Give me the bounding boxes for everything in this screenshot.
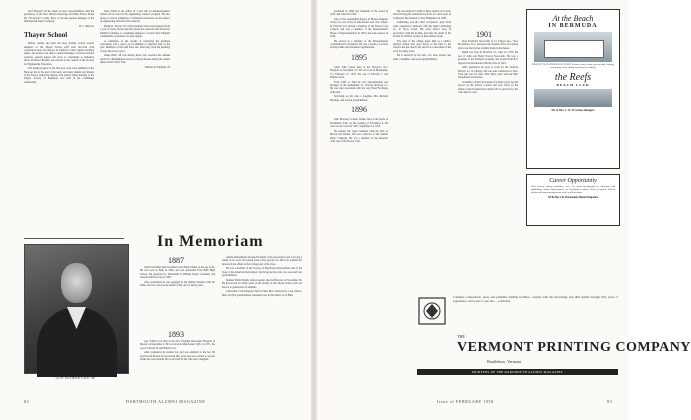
class-year: 1901 <box>476 30 492 39</box>
column-paragraph: John Porter Bell died November 14 in Bath, Maine, at the age of 92. He was born in Bath in 1865, and was graduated from Bath High School. He prepared for Dartmouth at Phillips Exeter Academy and entered with the class of 1887. <box>140 266 215 280</box>
column-paragraph: Adams immediately became President of the Association and was long a leader in its work. He retired from active practice in 1945 but retained his interest in the affairs of the College and of his class. <box>222 256 302 266</box>
in-memoriam-title: In Memoriam <box>157 233 264 250</box>
column-paragraph: Dean Tribus is the author of a new text on thermodynamics which will be used in the engineering sciences program. He also spoke at several gatherings of industrial executives on the subject of engineering education and research. <box>100 10 170 24</box>
company-city: Brattleboro, Vermont <box>487 359 521 364</box>
class-year: 1895 <box>351 52 367 62</box>
column-paragraph: John Dana's wife Margaret died in 1940. He is survived by a son, John S. Bell, and five grandchildren. Interment was in the family lot at Bath. <box>222 290 302 297</box>
section-title: Thayer School <box>24 31 68 40</box>
column-paragraph: Ross Frederick Newcomb of 15 Clinton Ave., New Providence, N.J., answered the Alumni office last spring and wrote that he has a family home in Rochester. <box>458 40 518 50</box>
right-column-2 <box>393 10 451 290</box>
column-paragraph: The design projects of the first-year class were exhibited at the Hanover Inn at the end of the term, and many alumni and friends of the School visited the display. The annual winter meeting of the Thayer Society of Engineers was held in the Cummings Auditorium. <box>24 67 94 84</box>
class-year: 1887 <box>168 256 184 265</box>
left-column-1 <box>24 10 94 236</box>
column-paragraph: Rolf Eliassen '34 has taken on new responsibilities with the presidency of the New Orleans Sewerage and Water Board. Frank Ely '30 moved to Lima, Peru, to become general manager of the International Paper Company. <box>24 10 94 24</box>
column-signature: H. C. Marston <box>79 24 94 28</box>
column-paragraph: Ralph was born in Norwich, Vt., June 12, 1879, the son of John and Betsy Norton Newcomb. He was a graduate of the Vermont Academy and received the B.S. degree from Dartmouth with the class of 1901. <box>458 51 518 65</box>
column-paragraph: He entered the paper business with the firm of Brown and Walker, and was a director of the Gilman Paper Company. He was a member of the Masonic order and of the Rotary Club. <box>330 129 388 143</box>
company-name: VERMONT PRINTING COMPANY <box>457 340 691 355</box>
column-paragraph: Allen John Crewe died at the Newport, R.I., Hospital on November 15. He was born in Montpelier, Vt., February 17, 1873, the son of Edward C. and Emma Crewe. <box>330 65 388 80</box>
ad-agent: Mr. & Mrs. C. W. W. Grinn, Managers <box>551 109 595 113</box>
printer-credit-bar: PRINTERS OF THE DARTMOUTH ALUMNI MAGAZINE <box>417 369 618 375</box>
divider <box>24 238 124 239</box>
ad-photo <box>534 89 612 107</box>
left-column-2 <box>100 10 170 236</box>
ad-title: At the Beach <box>552 14 594 23</box>
ad-illustration <box>534 32 612 62</box>
column-paragraph: From 1895 to 1920 he was superintendent and manager of the Springfield, Vt., Electric Railway Co. He was later associated with the Gay Bond Exchange in Boston. <box>330 80 388 94</box>
issue-date: Issue of FEBRUARY 1958 <box>437 399 494 404</box>
ad-body: PERFECT OCEANSIDE LOCATION. Private beach, tennis, golf nearby. Sailing, swimming, water skiing and deep-sea fishing. <box>531 63 615 70</box>
column-paragraph: James Halls '48 was among those who received the Alumni Award for distinguished service to the profession during the annual dinner held in New York. <box>100 54 170 65</box>
ad-body: Complete composition, press and pamphlet binding facilities, coupled with the knowledge and skill gained through fifty years of experience, can be put to your use — profitably. <box>453 295 618 303</box>
column-paragraph: graduated in 1898 and chairman of the board in 1945, and retired in 1950. <box>330 10 388 17</box>
column-signature: William P. Kimball '29 <box>144 65 170 69</box>
ad-article: THE <box>457 334 465 339</box>
column-paragraph: After graduation he studied law and was admitted to the bar. He practiced in Boston for more than fifty years and was counsel to several banks and corporations. He is survived by his wife and a daughter. <box>140 351 215 362</box>
column-paragraph: A committee of the faculty is reviewing the graduate curriculum, and a report on its findings is expected later in the year. Members of the staff have also been busy with the planning of new laboratory space. <box>100 39 170 53</box>
photo-caption: GUY WILBUR COX '90 <box>55 376 96 380</box>
magazine-name: DARTMOUTH ALUMNI MAGAZINE <box>126 399 206 404</box>
class-year: 1896 <box>351 105 367 115</box>
obituary-1887 <box>140 266 215 326</box>
ad-subtitle: IN BERMUDA <box>548 23 598 29</box>
ad-title: Career Opportunity <box>549 178 597 184</box>
column-paragraph: He is survived by his wife, two sons, Robert and John, a daughter, and seven grandchildren. <box>393 54 451 61</box>
page-number: 83 <box>607 399 613 404</box>
ad-address: Write Box 142, Dartmouth Alumni Magazine <box>548 195 598 199</box>
printing-logo-icon <box>417 296 447 326</box>
ad-body: Well known college publisher, over 30, good background in education and publishing, wants representative for Northeast territory. Travel required. Liberal salary and bonus arrangement with excellent future. <box>531 185 615 195</box>
column-paragraph: Guy Wilbur Cox died at the New England Deaconess Hospital in Boston on December 2. He was born in Manchester, N.H., in 1871, the son of Charles W. and Harriet Cox. <box>140 340 215 350</box>
column-paragraph: A member of New Providence for many years, he had served on the School Council and was active in the affairs of the Presbyterian Church. He is survived by his wife and two sons. <box>458 81 518 95</box>
portrait-photo <box>24 244 129 374</box>
hotel-tag: BEACH CLUB <box>556 83 590 88</box>
obituary-continued <box>222 256 302 392</box>
column-paragraph: After graduation he went to work for the Western Electric Co. in Chicago. He was later transferred to New York and was for more than thirty years with the Bell Telephone Laboratories. <box>458 66 518 80</box>
career-opportunity-ad <box>526 174 620 226</box>
column-paragraph: One of the outstanding figures in Boston business circles, he was active in educational and civic affairs. In 1910 he was elected a member of the Boston City Council, and was a member of the Massachusetts House of Representatives in 1916, and state senator in 1918. <box>330 18 388 39</box>
column-paragraph: Sumner Wells Wright, retired teacher, died in Hanover on November 28. He had served for many years on the faculty of the Choate School and was known to generations of students. <box>222 278 302 289</box>
right-column-1 <box>330 10 388 390</box>
column-paragraph: Before, during and after the busy holiday season several members of the Thayer School staff were involved with conferences here and abroad. In addition to their regular teaching duties, the faculty took time to attend meetings of several national societies, present papers and serve as consultants to industrial firms. Professor Bradley was elected to the council of the Society for Engineering Education. <box>24 42 94 66</box>
left-page <box>0 0 311 420</box>
vermont-printing-ad <box>417 295 691 400</box>
column-paragraph: Lumbering was his chief occupation, apart from some operations connected with the Saint Lumbering Co. in Nova Scotia. His early efforts were in association with his brother, and after the death of his brother in 1930 he carried on the business alone. <box>393 21 451 39</box>
column-paragraph: He served as a member of the Massachusetts Constitutional Convention. He was a trustee of several savings banks and charitable organizations. <box>330 39 388 50</box>
column-paragraph: He was a member of the Society of Mayflower Descendants and of the Sons of the American Revolution. Surviving are his wife, two sons and four grandchildren. <box>222 267 302 278</box>
column-paragraph: Surviving are his wife, a daughter, Mrs. Richard Hastings, and several grandchildren. <box>330 95 388 102</box>
column-paragraph: Ronald L. Bower '55 of the Graduate School has returned from a year of study abroad and has joined the research staff. Professor Kimball continues as consulting engineer to several New England communities on matters of water supply. <box>100 24 170 39</box>
hotel-name: the Reefs <box>554 72 592 84</box>
page-number: 82 <box>24 399 30 404</box>
bermuda-beach-ad <box>526 9 620 169</box>
right-column-3 <box>458 40 518 290</box>
obituary-1893 <box>140 340 215 392</box>
class-year: 1893 <box>168 330 184 339</box>
column-paragraph: John Brackett Crosbie Walker died at his home in Northfield, N.H., on the evening of November 8. He was born in Concord, N.H., September 14, 1874. <box>330 118 388 129</box>
column-paragraph: He was married in 1900 to Mary Sexton of Lowell, and following his retirement he lived for some years in California. He returned to New Hampshire in 1940. <box>393 10 451 20</box>
column-paragraph: After graduation he was engaged in the lumber business with his father and was active in the affairs of his city for many years. <box>140 280 215 288</box>
column-paragraph: The men of his village knew him as a public-spirited citizen who gave freely of his time to the schools and the church. He served as a selectman of the town for many years. <box>393 39 451 53</box>
